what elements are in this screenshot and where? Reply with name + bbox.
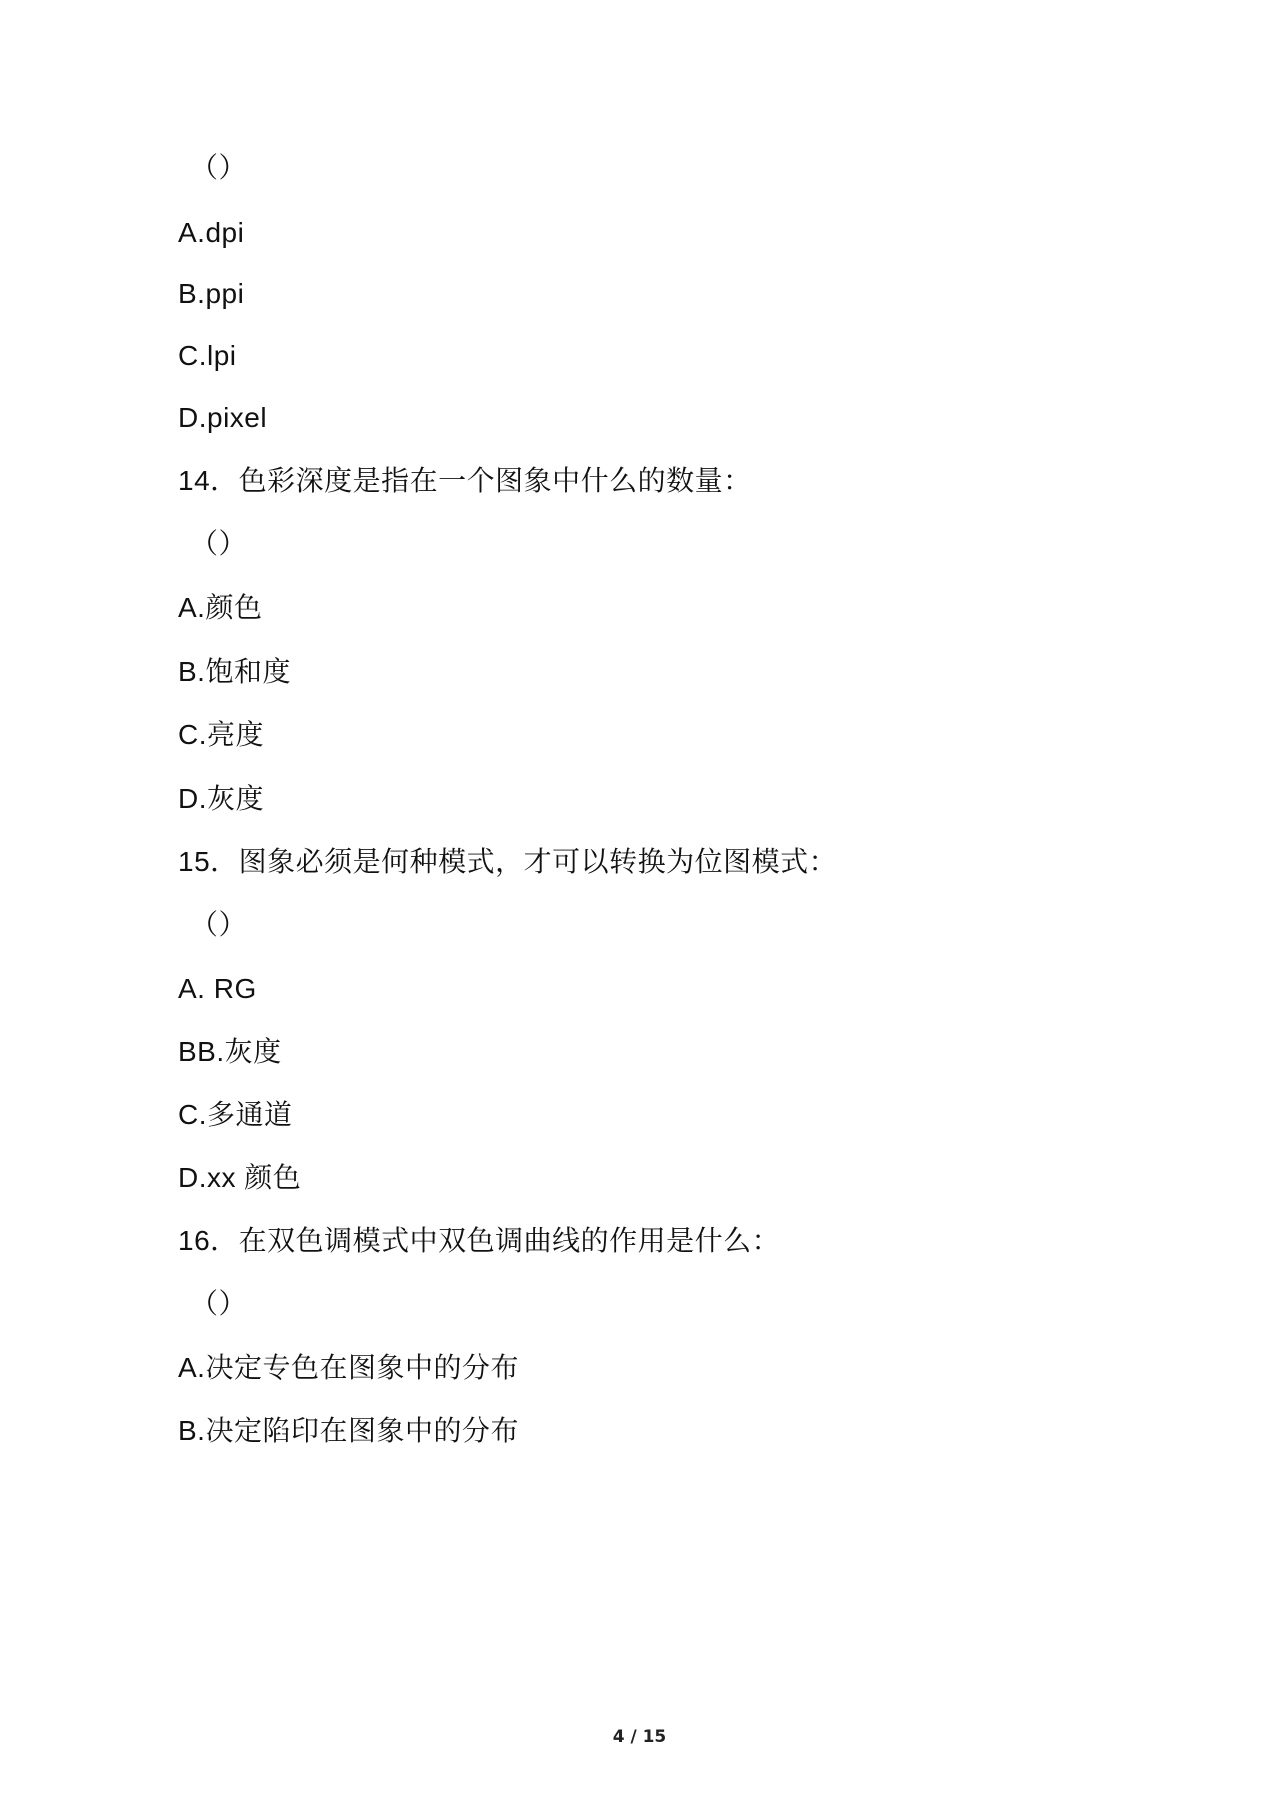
option-d: D.灰度 xyxy=(178,783,265,814)
option-d: D.xx 颜色 xyxy=(178,1162,302,1193)
answer-blank: （） xyxy=(190,528,248,559)
answer-blank: （） xyxy=(190,1288,248,1319)
option-b: B.决定陷印在图象中的分布 xyxy=(178,1415,519,1446)
option-b: B.饱和度 xyxy=(178,656,291,687)
option-a: A. RG xyxy=(178,973,257,1004)
page-number: 4 / 15 xyxy=(612,1727,667,1747)
option-d: D.pixel xyxy=(178,402,268,433)
option-b: BB.灰度 xyxy=(178,1036,282,1067)
option-c: C.亮度 xyxy=(178,719,265,750)
option-a: A.颜色 xyxy=(178,592,263,623)
option-b: B.ppi xyxy=(178,278,245,309)
answer-blank: （） xyxy=(190,152,248,183)
question-16: 16．在双色调模式中双色调曲线的作用是什么： xyxy=(178,1225,781,1256)
option-c: C.多通道 xyxy=(178,1099,293,1130)
option-c: C.lpi xyxy=(178,340,237,371)
question-15: 15．图象必须是何种模式，才可以转换为位图模式： xyxy=(178,846,838,877)
question-14: 14．色彩深度是指在一个图象中什么的数量： xyxy=(178,465,752,496)
option-a: A.dpi xyxy=(178,217,245,248)
answer-blank: （） xyxy=(190,909,248,940)
option-a: A.决定专色在图象中的分布 xyxy=(178,1352,519,1383)
